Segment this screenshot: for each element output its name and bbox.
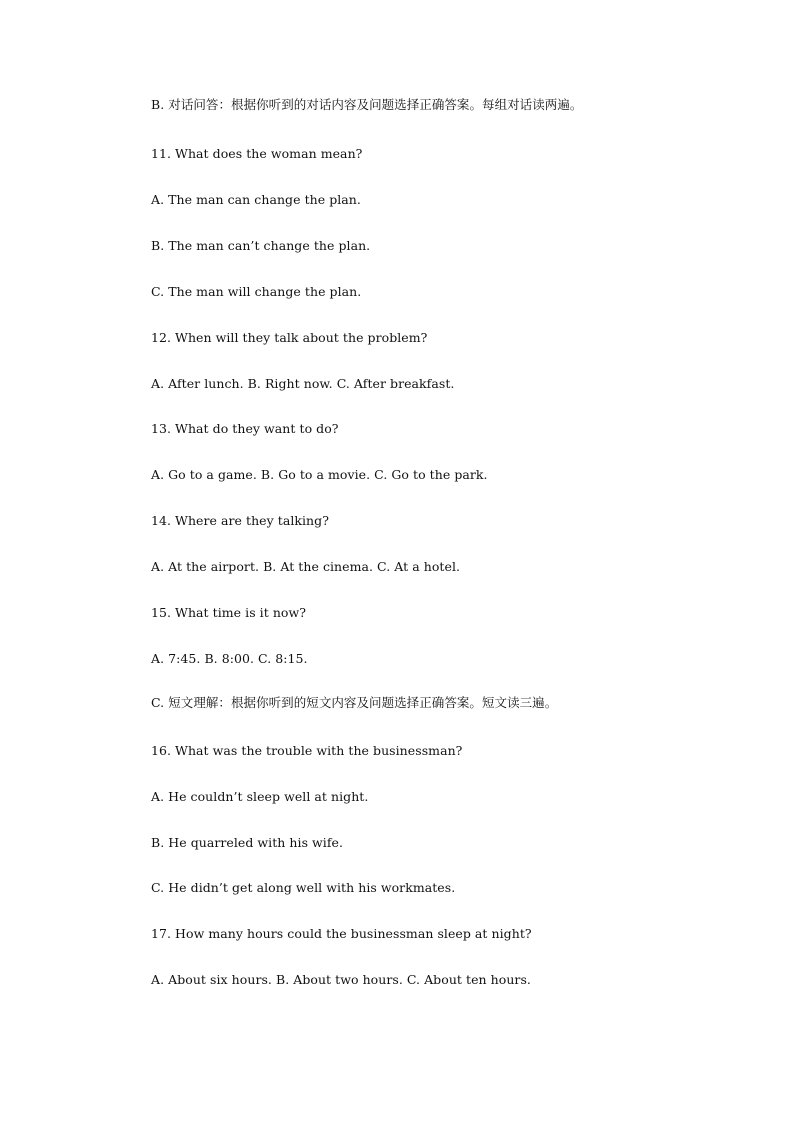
question-15: 15. What time is it now? [151,605,307,620]
question-16: 16. What was the trouble with the businessman? [151,743,463,758]
q15-options: A. 7:45. B. 8:00. C. 8:15. [151,651,308,666]
question-14: 14. Where are they talking? [151,513,329,528]
section-b-heading: B. 对话问答：根据你听到的对话内容及问题选择正确答案。每组对话读两遍。 [151,97,583,112]
q16-option-a: A. He couldn’t sleep well at night. [151,789,369,804]
q16-option-b: B. He quarreled with his wife. [151,835,344,850]
q13-options: A. Go to a game. B. Go to a movie. C. Go to the park. [151,467,488,482]
question-17: 17. How many hours could the businessman sleep at night? [151,926,532,941]
q14-options: A. At the airport. B. At the cinema. C. At a hotel. [151,559,461,574]
question-13: 13. What do they want to do? [151,421,339,436]
q17-options: A. About six hours. B. About two hours. C. About ten hours. [151,972,531,987]
section-c-heading: C. 短文理解：根据你听到的短文内容及问题选择正确答案。短文读三遍。 [151,695,558,710]
q11-option-b: B. The man can’t change the plan. [151,238,371,253]
q11-option-c: C. The man will change the plan. [151,284,362,299]
q12-options: A. After lunch. B. Right now. C. After breakfast. [151,376,455,391]
q11-option-a: A. The man can change the plan. [151,192,361,207]
question-12: 12. When will they talk about the problem? [151,330,428,345]
q16-option-c: C. He didn’t get along well with his workmates. [151,880,456,895]
question-11: 11. What does the woman mean? [151,146,363,161]
